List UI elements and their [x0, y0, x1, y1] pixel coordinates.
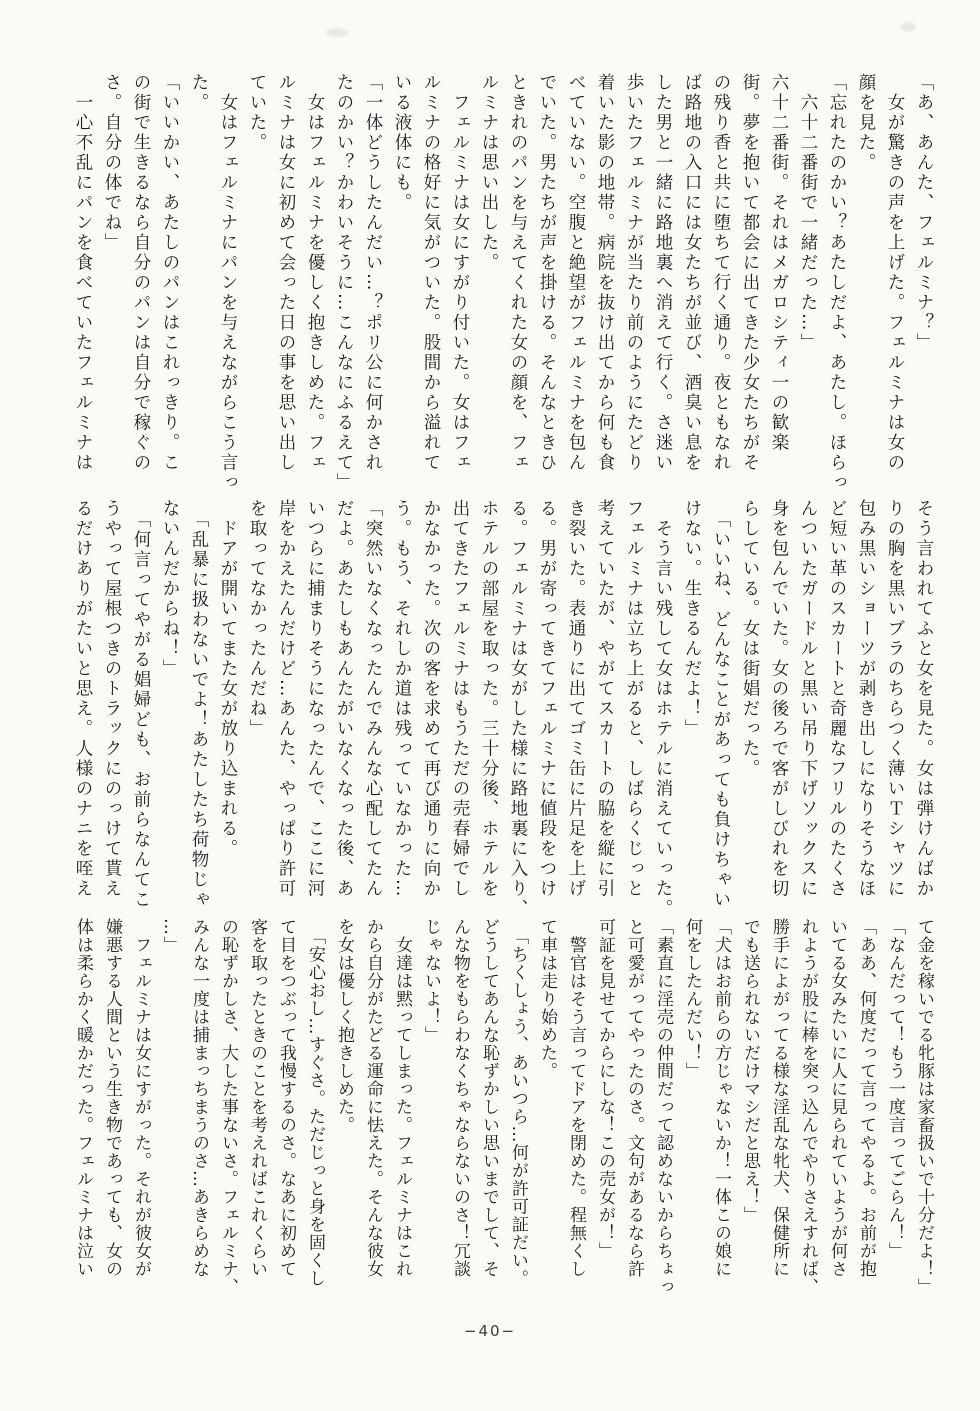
text-column: 六十二番街で一緒だった…」 [798, 73, 818, 353]
text-column: 嫌悪する人間という生き物であっても、女の [102, 918, 122, 1278]
text-column: フェルミナは立ち上がると、しばらくじっと [624, 499, 644, 899]
text-column: 「安心おし…すぐさ。ただじっと身を固くし [305, 918, 325, 1288]
text-column: ルミナは思い出した。 [479, 73, 499, 273]
text-column: 「乱暴に扱わないでよ！あたしたち荷物じゃ [189, 499, 209, 911]
text-column: 六十二番街。それはメガロシティ一の歓楽 [769, 73, 789, 453]
text-column: フェルミナは女にすがり付いた。女はフェ [450, 73, 470, 473]
text-column: て目をつぶって我慢するのさ。なあに初めて [276, 918, 296, 1278]
text-column: 「ああ、何度だって言ってやるよ。お前が抱 [856, 918, 876, 1278]
text-column: 顔を見た。 [856, 73, 876, 173]
text-column: ホテルの部屋を取った。三十分後、ホテルを [479, 499, 499, 899]
text-column: けない。生きるんだよ！」 [682, 499, 702, 739]
text-column: と可愛がってやったのさ。文句があるなら許 [624, 918, 644, 1278]
text-column: ルミナの格好に気がついた。股間から溢れて [421, 73, 441, 473]
text-column: 包み黒いショーツが剥き出しになりそうなほ [856, 499, 876, 899]
text-column: でいた。男たちが声を掛ける。そんなときひ [537, 73, 557, 473]
text-column: るだけありがたいと思え。人様のナニを咥え [73, 499, 93, 899]
text-band-middle [68, 499, 938, 927]
text-column: から自分がたどる運命に怯えた。そんな彼女 [363, 918, 383, 1278]
text-column: した男と一緒に路地裏へ消えて行く。さ迷い [653, 73, 673, 473]
text-column: 歩いたフェルミナが当たり前のようにたどり [624, 73, 644, 473]
scan-smudge [900, 22, 916, 32]
text-column: 一心不乱にパンを食べていたフェルミナは [73, 73, 93, 473]
scan-smudge [326, 28, 348, 37]
text-column: フェルミナは女にすがった。それが彼女が [131, 918, 151, 1278]
text-column: う。もう、それしか道は残っていなかった… [392, 499, 412, 899]
text-column: 「忘れたのかい？あたしだよ、あたし。ほらっ [827, 73, 847, 493]
text-column: 「なんだって！もう一度言ってごらん！」 [885, 918, 905, 1260]
text-column: 「ちくしょう、あいつら…何が許可証だい。 [508, 918, 528, 1288]
text-column: かなかった。次の客を求めて再び通りに向か [421, 499, 441, 899]
text-column: ないんだからね！」 [160, 499, 180, 679]
text-column: ど短い革のスカートと奇麗なフリルのたくさ [827, 499, 847, 899]
text-column: る。男が寄ってきてフェルミナに値段をつけ [537, 499, 557, 899]
text-column: 身を包んでいた。女の後ろで客がしびれを切 [769, 499, 789, 899]
text-column: 「素直に淫売の仲間だって認めないからちょっ [653, 918, 673, 1296]
text-column: 可証を見せてからにしな！この売女が！」 [595, 918, 615, 1260]
text-column: 「突然いなくなったんでみんな心配してたん [363, 499, 383, 899]
text-band-top [68, 73, 938, 501]
text-column: 「何言ってやがる娼婦ども、お前らなんてこ [131, 499, 151, 911]
text-column: ルミナは女に初めて会った日の事を思い出し [276, 73, 296, 473]
text-column: 「いいね、どんなことがあっても負けちゃい [711, 499, 731, 911]
text-column: ていた。 [247, 73, 267, 153]
text-column: いつらに捕まりそうになったんで、ここに河 [305, 499, 325, 899]
text-column: そう言い残して女はホテルに消えていった。 [653, 499, 673, 919]
text-column: た。 [189, 73, 209, 113]
text-column: の恥ずかしさ、大した事ないさ。フェルミナ、 [218, 918, 238, 1296]
text-column: たのかい？かわいそうに…こんなにふるえて」 [334, 73, 354, 493]
text-column: 女はフェルミナにパンを与えながらこう言っ [218, 73, 238, 493]
text-column: みんな一度は捕まっちまうのさ…あきらめな [189, 918, 209, 1278]
text-column: 出てきたフェルミナはもうただの売春婦でし [450, 499, 470, 899]
text-column: を女は優しく抱きしめた。 [334, 918, 354, 1134]
text-column: …」 [160, 918, 180, 954]
text-column: 勝手によがってる様な淫乱な牝犬、保健所に [769, 918, 789, 1278]
text-column: ときれのパンを与えてくれた女の顔を、フェ [508, 73, 528, 473]
text-column: うやって屋根つきのトラックにのっけて貰え [102, 499, 122, 899]
text-column: 何をしたんだい！」 [682, 918, 702, 1080]
text-column: だよ。あたしもあんたがいなくなった後、あ [334, 499, 354, 899]
text-column: 「犬はお前らの方じゃないか！一体この娘に [711, 918, 731, 1278]
text-column: 女達は黙ってしまった。フェルミナはこれ [392, 918, 412, 1278]
text-column: らしている。女は街娼だった。 [740, 499, 760, 779]
text-column: 体は柔らかく暖かだった。フェルミナは泣い [73, 918, 93, 1278]
page-number: −40− [463, 1322, 517, 1340]
text-column: べていない。空腹と絶望がフェルミナを包ん [566, 73, 586, 473]
text-column: 「あ、あんた、フェルミナ？」 [914, 73, 934, 353]
text-column: ドアが開いてまた女が放り込まれる。 [218, 499, 238, 859]
text-column: れようが股に棒を突っ込んでやりさえすれば、 [798, 918, 818, 1296]
text-column: て車は走り始めた。 [537, 918, 557, 1080]
text-column: さ。自分の体でね」 [102, 73, 122, 253]
text-column: 「一体どうしたんだい…？ポリ公に何かされ [363, 73, 383, 473]
text-column: 岸をかえたんだけど…あんた、やっぱり許可 [276, 499, 296, 899]
text-column: どうしてあんな恥ずかしい思いまでして、そ [479, 918, 499, 1278]
text-column: りの胸を黒いブラのちらつく薄いＴシャツに [885, 499, 905, 899]
text-column: の街で生きるなら自分のパンは自分で稼ぐの [131, 73, 151, 473]
text-column: 「いいかい、あたしのパンはこれっきり。こ [160, 73, 180, 473]
text-column: 客を取ったときのことを考えればこれくらい [247, 918, 267, 1278]
text-column: る。フェルミナは女がした様に路地裏に入り、 [508, 499, 528, 919]
text-column: 女はフェルミナを優しく抱きしめた。フェ [305, 73, 325, 473]
text-column: 着いた影の地帯。病院を抜け出てから何も食 [595, 73, 615, 473]
text-band-bottom [68, 918, 938, 1308]
text-column: 女が驚きの声を上げた。フェルミナは女の [885, 73, 905, 473]
text-column: を取ってなかったんだね」 [247, 499, 267, 739]
text-column: 街。夢を抱いて都会に出てきた少女たちがそ [740, 73, 760, 473]
text-column: いてる女みたいに人に見られていようが何さ [827, 918, 847, 1278]
text-column: いる液体にも。 [392, 73, 412, 213]
text-column: そう言われてふと女を見た。女は弾けんばか [914, 499, 934, 899]
text-column: 警官はそう言ってドアを閉めた。程無くし [566, 918, 586, 1278]
text-column: でも送られないだけマシだと思え！」 [740, 918, 760, 1224]
text-column: て金を稼いでる牝豚は家畜扱いで十分だよ！」 [914, 918, 934, 1296]
text-column: ば路地の入口には女たちが並び、酒臭い息を [682, 73, 702, 473]
text-column: じゃないよ！」 [421, 918, 441, 1044]
text-column: 考えていたが、やがてスカートの脇を縦に引 [595, 499, 615, 899]
text-column: んついたガードルと黒い吊り下げソックスに [798, 499, 818, 899]
text-column: の残り香と共に堕ちて行く通り。夜ともなれ [711, 73, 731, 473]
text-column: んな物をもらわなくちゃならないのさ！冗談 [450, 918, 470, 1278]
text-column: き裂いた。表通りに出てゴミ缶に片足を上げ [566, 499, 586, 899]
